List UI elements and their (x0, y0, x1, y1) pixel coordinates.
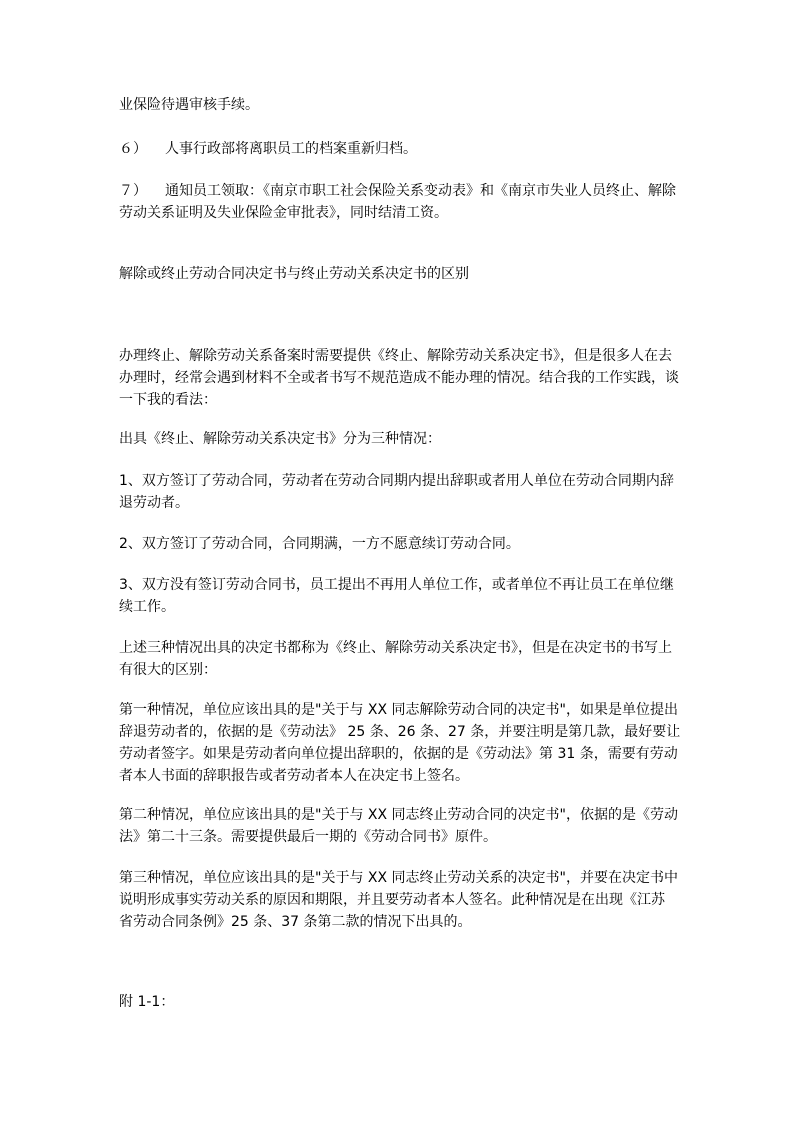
third-case-line-1: 第三种情况，单位应该出具的是"关于与 XX 同志终止劳动关系的决定书"，并要在决定书中 (119, 870, 678, 886)
intro-line-2: 办理时，经常会遇到材料不全或者书写不规范造成不能办理的情况。结合我的工作实践，谈 (119, 370, 679, 386)
three-cases-text: 出具《终止、解除劳动关系决定书》分为三种情况： (119, 431, 441, 447)
step-6-number: ６） (119, 141, 147, 157)
summary-line-1: 上述三种情况出具的决定书都称为《终止、解除劳动关系决定书》，但是在决定书的书写上 (119, 640, 672, 656)
third-case-line-3: 省劳动合同条例》25 条、37 条第二款的情况下出具的。 (119, 914, 472, 930)
case-3-line-1: 3、双方没有签订劳动合同书，员工提出不再用人单位工作，或者单位不再让员工在单位继 (119, 577, 674, 593)
step-6-text: 人事行政部将离职员工的档案重新归档。 (165, 141, 417, 157)
case-1-line-1: 1、双方签订了劳动合同，劳动者在劳动合同期内提出辞职或者用人单位在劳动合同期内辞 (119, 473, 674, 489)
intro-line-1: 办理终止、解除劳动关系备案时需要提供《终止、解除劳动关系决定书》，但是很多人在去 (119, 348, 672, 364)
step-7-number: ７） (119, 183, 147, 199)
case-3-paragraph (119, 574, 679, 618)
three-cases-paragraph (119, 428, 679, 450)
continuation-paragraph (119, 94, 679, 116)
second-case-line-1: 第二种情况，单位应该出具的是"关于与 XX 同志终止劳动合同的决定书"，依据的是《劳动 (119, 807, 678, 823)
appendix-label (119, 991, 679, 1013)
first-case-line-3: 劳动者签字。如果是劳动者向单位提出辞职的，依据的是《劳动法》第 31 条，需要有劳动 (119, 746, 678, 762)
first-case-line-4: 者本人书面的辞职报告或者劳动者本人在决定书上签名。 (119, 768, 469, 784)
first-case-line-2: 辞退劳动者的，依据的是《劳动法》 25 条、26 条、27 条，并要注明是第几款，最好要让 (119, 724, 681, 740)
summary-line-2: 有很大的区别： (119, 662, 217, 678)
third-case-line-2: 说明形成事实劳动关系的原因和期限，并且要劳动者本人签名。此种情况是在出现《江苏 (119, 892, 665, 908)
step-7-line-1: 通知员工领取：《南京市职工社会保险关系变动表》和《南京市失业人员终止、解除 (165, 183, 676, 199)
step-7-paragraph (119, 180, 679, 224)
first-case-paragraph (119, 699, 679, 787)
section-heading-text: 解除或终止劳动合同决定书与终止劳动关系决定书的区别 (119, 266, 469, 282)
case-2-text: 2、双方签订了劳动合同，合同期满，一方不愿意续订劳动合同。 (119, 536, 520, 552)
third-case-paragraph (119, 867, 679, 933)
case-3-line-2: 续工作。 (119, 599, 175, 615)
step-7-line-2: 劳动关系证明及失业保险金审批表》，同时结清工资。 (119, 205, 448, 221)
case-2-paragraph (119, 533, 679, 555)
intro-paragraph (119, 345, 679, 411)
first-case-line-1: 第一种情况，单位应该出具的是"关于与 XX 同志解除劳动合同的决定书"，如果是单位提出 (119, 702, 678, 718)
case-1-paragraph (119, 470, 679, 514)
summary-paragraph (119, 637, 679, 681)
step-6-paragraph (119, 138, 679, 160)
second-case-paragraph (119, 804, 679, 848)
case-1-line-2: 退劳动者。 (119, 495, 189, 511)
continuation-text: 业保险待遇审核手续。 (119, 97, 259, 113)
section-heading (119, 263, 679, 285)
second-case-line-2: 法》第二十三条。需要提供最后一期的《劳动合同书》原件。 (119, 829, 497, 845)
intro-line-3: 一下我的看法： (119, 392, 217, 408)
appendix-text: 附 1-1： (119, 994, 175, 1010)
